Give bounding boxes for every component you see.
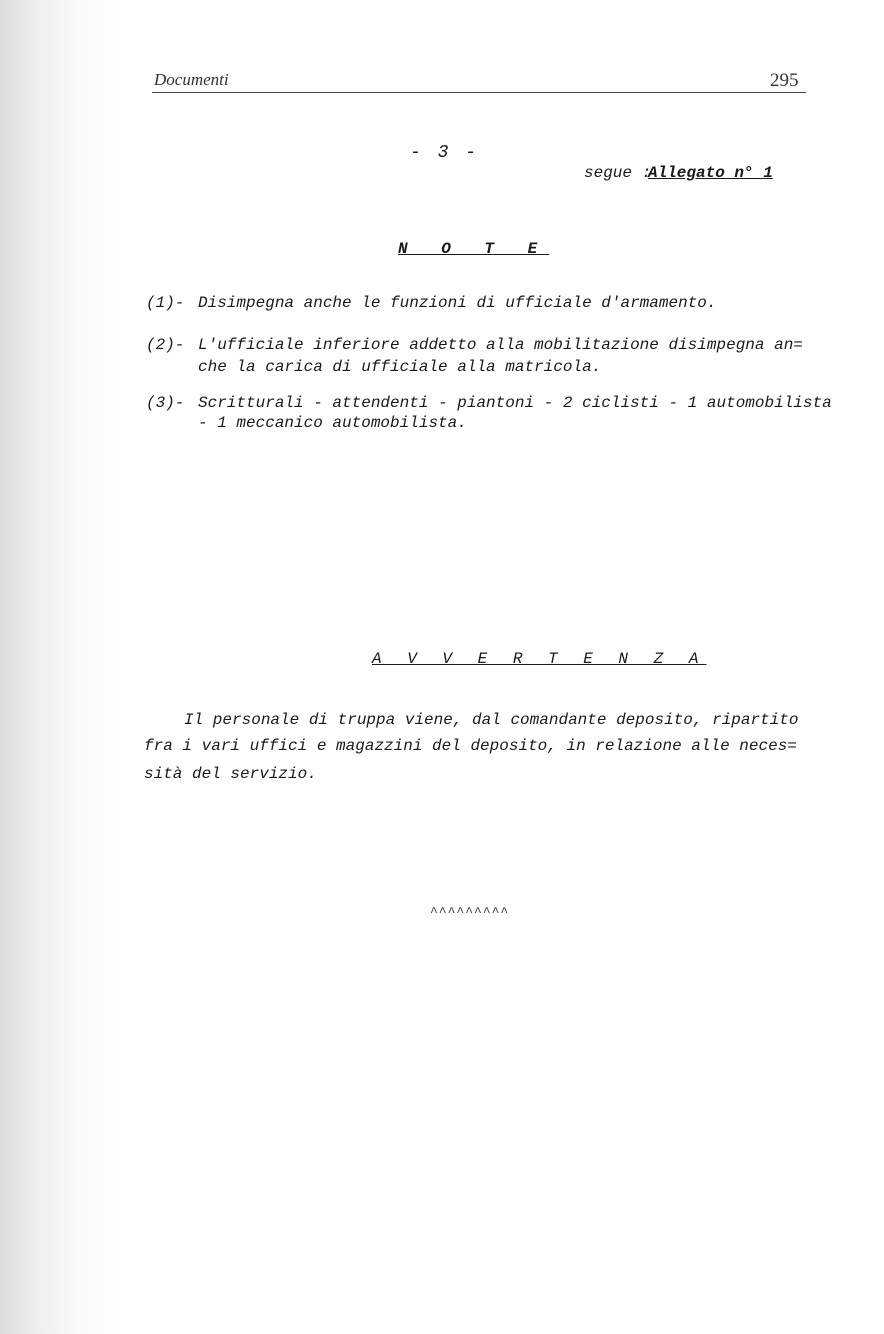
- avvertenza-paragraph-line: fra i vari uffici e magazzini del deposito, in relazione alle neces=: [144, 737, 797, 755]
- note-text: L'ufficiale inferiore addetto alla mobilitazione disimpegna an=: [198, 336, 803, 354]
- typed-page-marker: - 3 -: [410, 143, 480, 163]
- note-text-continuation: - 1 meccanico automobilista.: [198, 414, 467, 432]
- avvertenza-paragraph-line: Il personale di truppa viene, dal comandante deposito, ripartito: [184, 711, 799, 729]
- note-number: (1)-: [146, 294, 185, 312]
- note-text: Scritturali - attendenti - piantoni - 2 ciclisti - 1 automobilista: [198, 394, 832, 412]
- segue-label: segue :: [584, 164, 652, 182]
- header-rule: [152, 92, 806, 93]
- note-text: Disimpegna anche le funzioni di ufficiale d'armamento.: [198, 294, 717, 312]
- running-header-title: Documenti: [154, 70, 229, 89]
- note-number: (2)-: [146, 336, 185, 354]
- segue-attachment-reference: Allegato n° 1: [648, 164, 773, 182]
- avvertenza-paragraph-line: sità del servizio.: [144, 765, 317, 783]
- note-item-1: [146, 294, 716, 312]
- closing-ornament: ^^^^^^^^^: [430, 905, 510, 920]
- note-number: (3)-: [146, 394, 185, 412]
- running-header-page-number: 295: [770, 70, 799, 91]
- note-item-2: [146, 336, 803, 354]
- notes-heading: N O T E: [398, 240, 550, 258]
- note-item-3: [146, 394, 832, 412]
- note-text-continuation: che la carica di ufficiale alla matricola.: [198, 358, 602, 376]
- avvertenza-heading: A V V E R T E N Z A: [372, 650, 707, 668]
